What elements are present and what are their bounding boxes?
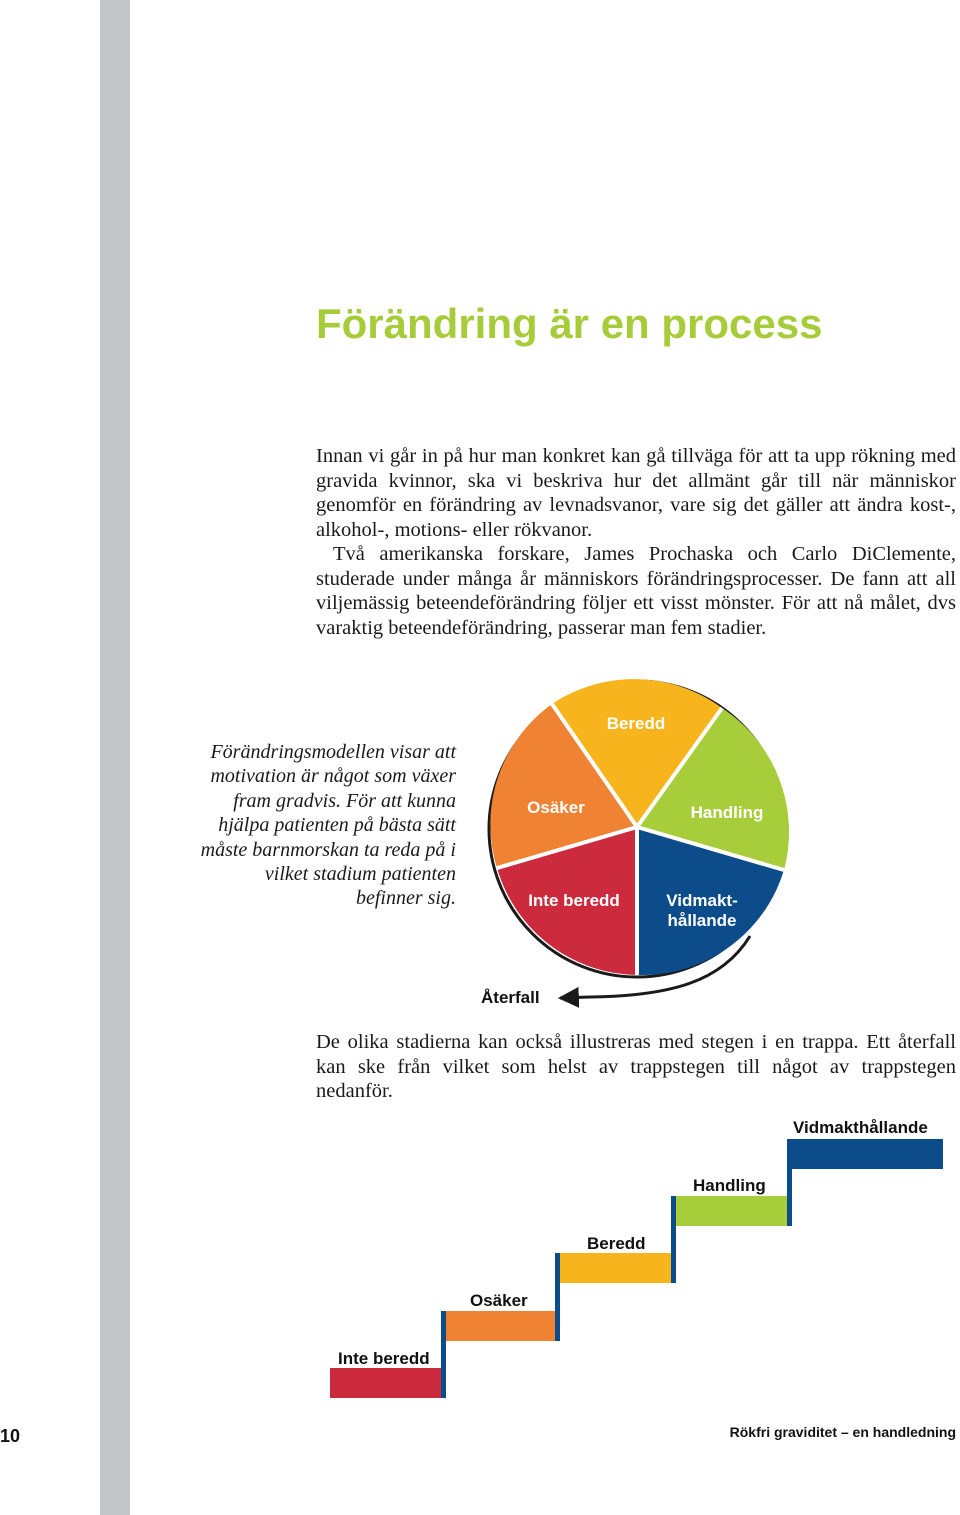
- intro-paragraph-1: Innan vi går in på hur man konkret kan gå tillväga för att ta upp rökning med gravida kvinnor, ska vi beskriva hur det allmänt går till när människor genomför en förändring av levnadsvanor, vare sig det gäller att ändra kost-, alkohol-, motions- eller rökvanor.: [316, 445, 956, 541]
- stair-step-osaker: [444, 1311, 558, 1341]
- stair-step-inte-beredd: [330, 1368, 444, 1398]
- stair-label-inte-beredd: Inte beredd: [338, 1349, 430, 1368]
- stair-label-beredd: Beredd: [587, 1234, 646, 1253]
- wheel-label-vidmakthallande-2: hållande: [667, 911, 737, 930]
- wheel-label-inte-beredd: Inte beredd: [528, 891, 620, 910]
- stair-riser-4: [787, 1139, 792, 1226]
- stair-riser-2: [555, 1253, 560, 1341]
- relapse-label: Återfall: [481, 988, 540, 1007]
- stair-step-handling: [674, 1196, 790, 1226]
- wheel-label-beredd: Beredd: [606, 714, 666, 733]
- wheel-label-osaker: Osäker: [527, 798, 585, 817]
- staircase: [330, 1118, 943, 1398]
- stair-riser-3: [671, 1196, 676, 1283]
- stair-step-vidmakthallande: [790, 1139, 943, 1169]
- page-title: Förändring är en process: [316, 300, 823, 347]
- stair-label-vidmakthallande: Vidmakthållande: [793, 1118, 928, 1137]
- stair-riser-1: [441, 1311, 446, 1398]
- page-number: 10: [0, 1426, 21, 1446]
- stages-wheel: [489, 679, 789, 977]
- footer-publication-title: Rökfri graviditet – en handledning: [729, 1424, 956, 1440]
- stair-label-osaker: Osäker: [470, 1291, 528, 1310]
- wheel-label-handling: Handling: [690, 803, 764, 822]
- stair-step-beredd: [558, 1253, 674, 1283]
- wheel-label-vidmakthallande-1: Vidmakt-: [666, 891, 738, 910]
- figure-caption: Förändringsmodellen visar att motivation är något som växer fram gradvis. För att kunna hjälpa patienten på bästa sätt måste barnmorskan ta reda på i vilket stadium patienten befinner sig.: [200, 741, 456, 910]
- stair-label-handling: Handling: [693, 1176, 766, 1195]
- intro-paragraph-2: Två amerikanska forskare, James Prochaska och Carlo DiClemente, studerade under många år människors förändringsprocesser. De fann att all viljemässig beteendeförändring följer ett visst mönster. För att nå målet, dvs varaktig beteendeförändring, passerar man fem stadier.: [316, 543, 956, 639]
- stairs-intro-text: De olika stadierna kan också illustreras med stegen i en trappa. Ett återfall kan ske från vilket som helst av trappstegen till något av trappstegen nedanför.: [316, 1031, 956, 1102]
